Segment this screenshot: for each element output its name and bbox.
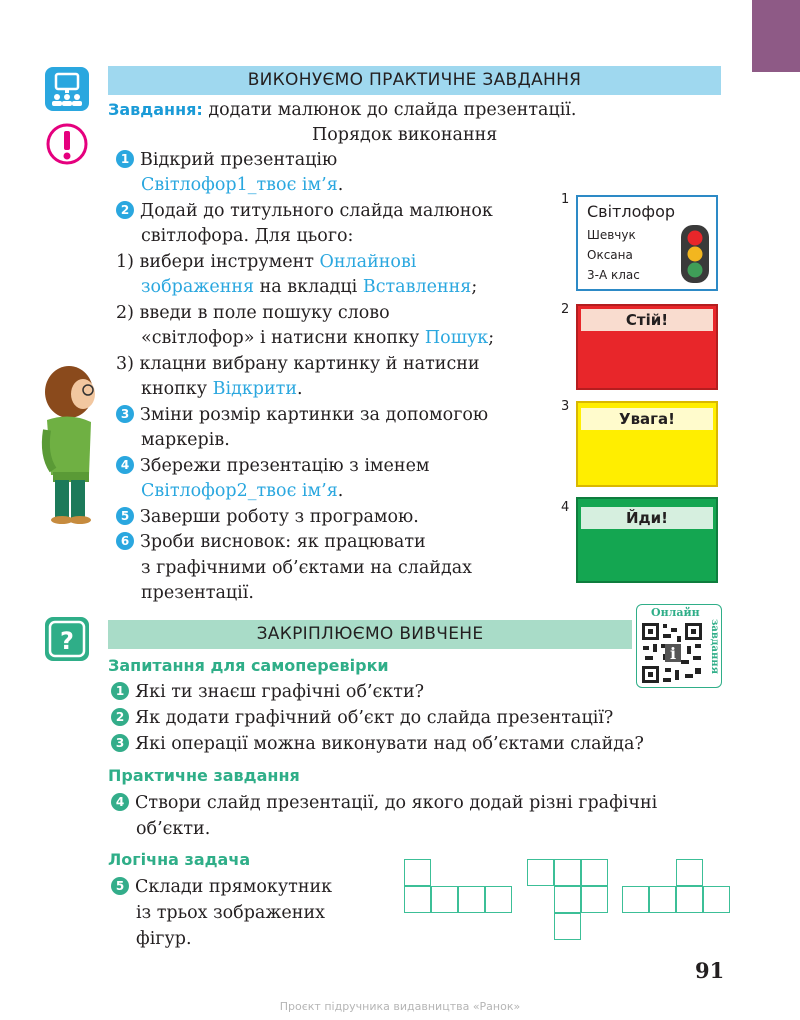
section-banner-practice: ВИКОНУЄМО ПРАКТИЧНЕ ЗАВДАННЯ bbox=[108, 66, 721, 95]
question-text: Які ти знаєш графічні об’єкти? bbox=[135, 682, 425, 702]
slide-number-3: 3 bbox=[561, 399, 570, 414]
slide-2-label: Стій! bbox=[581, 309, 713, 331]
task-label: Завдання: bbox=[108, 100, 203, 119]
boy-illustration bbox=[25, 360, 105, 525]
task-line bbox=[108, 97, 576, 124]
punct: ; bbox=[471, 277, 478, 297]
substep-text: введи в поле пошуку слово bbox=[139, 303, 390, 323]
substep-number: 3) bbox=[116, 354, 134, 374]
slide-number-1: 1 bbox=[561, 192, 570, 207]
substep-number: 1) bbox=[116, 252, 134, 272]
exclamation-icon bbox=[45, 122, 89, 166]
slide-1-line1: Шевчук bbox=[587, 228, 636, 242]
slide-number-2: 2 bbox=[561, 302, 570, 317]
substep-3 bbox=[116, 352, 480, 378]
slide-1-line3: 3-А клас bbox=[587, 268, 640, 282]
question-5 bbox=[111, 875, 332, 901]
step-6-cont: з графічними об’єктами на слайдах bbox=[141, 558, 473, 578]
heading-self-check: Запитання для самоперевірки bbox=[108, 656, 389, 675]
page-number: 91 bbox=[695, 958, 725, 983]
question-number: 1 bbox=[111, 682, 129, 700]
substep-text: вибери інструмент bbox=[139, 252, 320, 272]
step-text: Додай до титульного слайда малюнок bbox=[140, 201, 493, 221]
step-1 bbox=[116, 148, 337, 174]
step-number: 1 bbox=[116, 150, 134, 168]
question-number: 2 bbox=[111, 708, 129, 726]
step-number: 4 bbox=[116, 456, 134, 474]
punct: . bbox=[337, 481, 344, 501]
step-6-cont-2: презентації. bbox=[141, 583, 254, 603]
step-text: Відкрий презентацію bbox=[140, 150, 338, 170]
slide-4-label: Йди! bbox=[581, 507, 713, 529]
insert-tab-link: Вставлення bbox=[362, 277, 472, 297]
step-text: Заверши роботу з програмою. bbox=[140, 507, 419, 527]
step-number: 3 bbox=[116, 405, 134, 423]
substep-2 bbox=[116, 301, 390, 327]
question-number: 4 bbox=[111, 793, 129, 811]
substep-1-cont bbox=[141, 275, 477, 301]
search-button-link: Пошук bbox=[424, 328, 489, 348]
question-text: Як додати графічний об’єкт до слайда презентації? bbox=[135, 708, 614, 728]
step-4 bbox=[116, 454, 430, 480]
section-banner-review: ЗАКРІПЛЮЄМО ВИВЧЕНЕ bbox=[108, 620, 632, 649]
qr-code-icon bbox=[641, 622, 703, 684]
question-icon bbox=[45, 617, 89, 661]
step-2-cont: світлофора. Для цього: bbox=[141, 226, 354, 246]
computer-lesson-icon bbox=[45, 67, 89, 111]
slide-3-caution bbox=[576, 401, 718, 487]
question-4 bbox=[111, 791, 657, 817]
step-number: 2 bbox=[116, 201, 134, 219]
chapter-tab bbox=[752, 0, 800, 72]
substep-2-cont bbox=[141, 326, 494, 352]
slide-2-stop bbox=[576, 304, 718, 390]
step-text: Збережи презентацію з іменем bbox=[140, 456, 430, 476]
slide-1 bbox=[576, 195, 718, 291]
online-label-2: завдання bbox=[709, 619, 720, 674]
question-5-cont-2: фігур. bbox=[136, 929, 192, 949]
online-label: Онлайн bbox=[651, 606, 700, 619]
puzzle-figure-2 bbox=[527, 859, 612, 943]
open-button-link: Відкрити bbox=[212, 379, 297, 399]
slide-3-label: Увага! bbox=[581, 408, 713, 430]
online-images-link: Онлайнові bbox=[319, 252, 417, 272]
step-text: Зміни розмір картинки за допомогою bbox=[140, 405, 489, 425]
step-6 bbox=[116, 530, 426, 556]
slide-1-title: Світлофор bbox=[587, 202, 676, 221]
slide-number-4: 4 bbox=[561, 500, 570, 515]
question-4-cont: об’єкти. bbox=[136, 819, 211, 839]
substep-text: кнопку bbox=[141, 379, 213, 399]
substep-text: «світлофор» і натисни кнопку bbox=[141, 328, 425, 348]
puzzle-figure-1 bbox=[404, 859, 516, 915]
file-name-link: Світлофор1_твоє ім’я bbox=[141, 175, 338, 195]
step-3 bbox=[116, 403, 488, 429]
punct: . bbox=[337, 175, 344, 195]
heading-logic: Логічна задача bbox=[108, 850, 251, 869]
slide-1-line2: Оксана bbox=[587, 248, 633, 262]
footer-text: Проєкт підручника видавництва «Ранок» bbox=[279, 1000, 521, 1013]
slide-4-go bbox=[576, 497, 718, 583]
question-text: Які операції можна виконувати над об’єктами слайда? bbox=[135, 734, 644, 754]
traffic-light-icon bbox=[680, 224, 710, 284]
step-text: Зроби висновок: як працювати bbox=[140, 532, 426, 552]
heading-practice: Практичне завдання bbox=[108, 766, 300, 785]
question-number: 3 bbox=[111, 734, 129, 752]
step-5 bbox=[116, 505, 419, 531]
question-3 bbox=[111, 732, 644, 758]
question-5-cont: із трьох зображених bbox=[136, 903, 325, 923]
substep-text: клацни вибрану картинку й натисни bbox=[139, 354, 480, 374]
online-images-link-2: зображення bbox=[141, 277, 255, 297]
question-1 bbox=[111, 680, 424, 706]
step-2 bbox=[116, 199, 493, 225]
puzzle-figure-3 bbox=[622, 859, 734, 915]
step-1-cont bbox=[141, 173, 343, 199]
question-text: Створи слайд презентації, до якого додай різні графічні bbox=[135, 793, 658, 813]
question-text: Склади прямокутник bbox=[135, 877, 333, 897]
file-name-link-2: Світлофор2_твоє ім’я bbox=[141, 481, 338, 501]
substep-number: 2) bbox=[116, 303, 134, 323]
step-3-cont: маркерів. bbox=[141, 430, 230, 450]
svg-text:i: i bbox=[669, 644, 677, 663]
punct: ; bbox=[488, 328, 495, 348]
step-4-cont bbox=[141, 479, 343, 505]
svg-text:?: ? bbox=[60, 627, 74, 655]
question-number: 5 bbox=[111, 877, 129, 895]
punct: . bbox=[297, 379, 303, 399]
task-text: додати малюнок до слайда презентації. bbox=[202, 100, 577, 120]
online-task-qr[interactable] bbox=[636, 604, 722, 688]
substep-text: на вкладці bbox=[254, 277, 363, 297]
step-number: 5 bbox=[116, 507, 134, 525]
substep-1 bbox=[116, 250, 416, 276]
step-number: 6 bbox=[116, 532, 134, 550]
substep-3-cont bbox=[141, 377, 303, 403]
order-title: Порядок виконання bbox=[312, 125, 498, 145]
question-2 bbox=[111, 706, 613, 732]
